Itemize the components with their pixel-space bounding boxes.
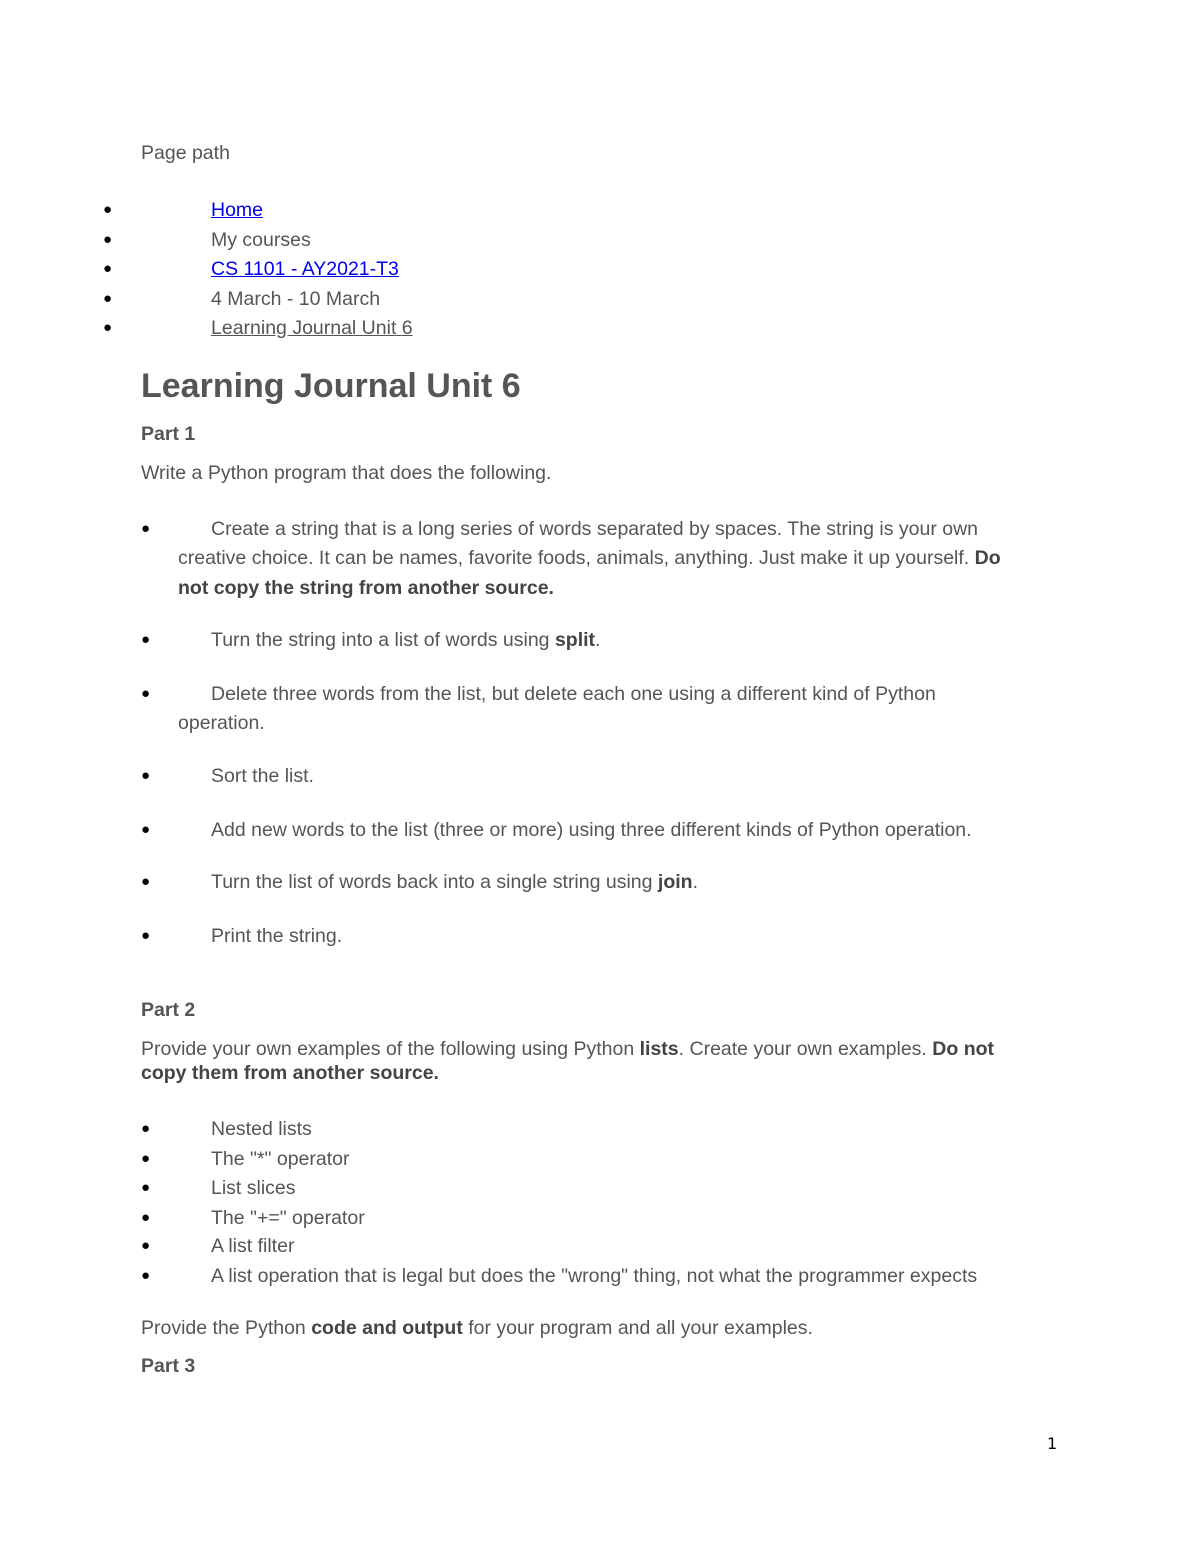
bullet-icon: ● bbox=[141, 1179, 151, 1196]
bullet-icon: ● bbox=[103, 260, 113, 277]
breadcrumb-my-courses: My courses bbox=[211, 229, 311, 251]
part3-heading: Part 3 bbox=[141, 1355, 196, 1377]
breadcrumb-home-link[interactable]: Home bbox=[211, 199, 264, 221]
breadcrumb-course-link[interactable]: CS 1101 - AY2021-T3 bbox=[211, 258, 399, 280]
part1-item-1-line3: not copy the string from another source. bbox=[178, 577, 554, 599]
part2-intro-line2: copy them from another source. bbox=[141, 1062, 439, 1084]
part2-closing: Provide the Python code and output for your program and all your examples. bbox=[141, 1317, 813, 1339]
bullet-icon: ● bbox=[141, 821, 151, 838]
bullet-icon: ● bbox=[103, 290, 113, 307]
part1-item-3-line2: operation. bbox=[178, 712, 265, 734]
part1-item-2: Turn the string into a list of words using split. bbox=[211, 629, 601, 651]
part1-item-6: Turn the list of words back into a single string using join. bbox=[211, 871, 699, 893]
part1-item-1-line1: Create a string that is a long series of words separated by spaces. The string is your own bbox=[211, 518, 979, 540]
breadcrumb-current-page[interactable]: Learning Journal Unit 6 bbox=[211, 317, 413, 339]
list-item: Nested lists bbox=[211, 1118, 312, 1140]
bullet-icon: ● bbox=[141, 767, 151, 784]
bullet-icon: ● bbox=[103, 231, 113, 248]
bullet-icon: ● bbox=[141, 1120, 151, 1137]
part2-intro-line1: Provide your own examples of the following using Python lists. Create your own examples. Do not bbox=[141, 1038, 995, 1060]
bullet-icon: ● bbox=[141, 520, 151, 537]
page-title: Learning Journal Unit 6 bbox=[141, 367, 521, 405]
bullet-icon: ● bbox=[141, 685, 151, 702]
breadcrumb-label: Page path bbox=[141, 142, 230, 164]
part1-item-3-line1: Delete three words from the list, but delete each one using a different kind of Python bbox=[211, 683, 936, 705]
bullet-icon: ● bbox=[141, 1150, 151, 1167]
list-item: List slices bbox=[211, 1177, 296, 1199]
list-item: The "*" operator bbox=[211, 1148, 350, 1170]
page-number: 1 bbox=[1047, 1434, 1058, 1453]
bullet-icon: ● bbox=[141, 1267, 151, 1284]
bullet-icon: ● bbox=[141, 1237, 151, 1254]
part2-heading: Part 2 bbox=[141, 999, 196, 1021]
part1-intro: Write a Python program that does the following. bbox=[141, 462, 552, 484]
list-item: A list operation that is legal but does the "wrong" thing, not what the programmer expects bbox=[211, 1265, 978, 1287]
part1-item-4: Sort the list. bbox=[211, 765, 314, 787]
bullet-icon: ● bbox=[141, 631, 151, 648]
part1-item-1-line2: creative choice. It can be names, favorite foods, animals, anything. Just make it up yourself. Do bbox=[178, 547, 1001, 569]
list-item: The "+=" operator bbox=[211, 1207, 365, 1229]
bullet-icon: ● bbox=[103, 201, 113, 218]
part1-heading: Part 1 bbox=[141, 423, 196, 445]
part1-item-5: Add new words to the list (three or more) using three different kinds of Python operation. bbox=[211, 819, 972, 841]
list-item: A list filter bbox=[211, 1235, 295, 1257]
bullet-icon: ● bbox=[141, 873, 151, 890]
bullet-icon: ● bbox=[103, 319, 113, 336]
bullet-icon: ● bbox=[141, 927, 151, 944]
bullet-icon: ● bbox=[141, 1209, 151, 1226]
breadcrumb-week: 4 March - 10 March bbox=[211, 288, 381, 310]
part1-item-7: Print the string. bbox=[211, 925, 343, 947]
